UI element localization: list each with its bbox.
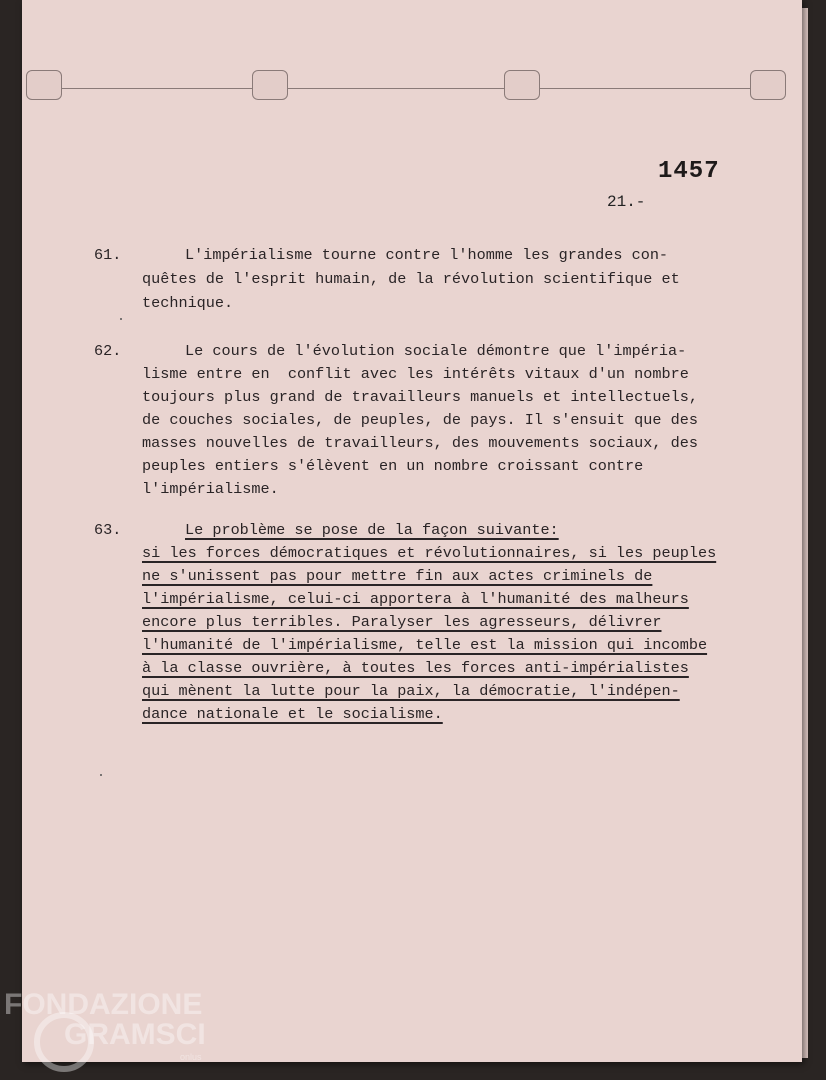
binding-line (62, 88, 772, 89)
text-line: peuples entiers s'élèvent en un nombre croissant contre (142, 457, 644, 475)
document-page (22, 0, 802, 1062)
text-line: encore plus terribles. Paralyser les agresseurs, délivrer (142, 613, 662, 631)
text-line: de couches sociales, de peuples, de pays. Il s'ensuit que des (142, 411, 698, 429)
paragraph-number: 63. (94, 521, 122, 539)
binder-clip-right (504, 70, 540, 100)
text-line: si les forces démocratiques et révolutionnaires, si les peuples (142, 544, 717, 562)
text-line: l'impérialisme, celui-ci apportera à l'humanité des malheurs (142, 590, 689, 608)
section-number: 21.- (607, 193, 646, 211)
text-line: toujours plus grand de travailleurs manuels et intellectuels, (142, 388, 698, 406)
text-line: masses nouvelles de travailleurs, des mouvements sociaux, des (142, 434, 698, 452)
text-line: ne s'unissent pas pour mettre fin aux actes criminels de (142, 567, 653, 585)
watermark-line3: onlus (180, 1052, 202, 1062)
binding-strip (22, 60, 802, 98)
binder-clip-left (26, 70, 62, 100)
watermark-logo (4, 988, 206, 1062)
text-line: dance nationale et le socialisme. (142, 705, 443, 723)
paragraph-number: 61. (94, 246, 122, 264)
text-line: L'impérialisme tourne contre l'homme les grandes con- (185, 246, 669, 264)
paragraph-number: 62. (94, 342, 122, 360)
text-line: technique. (142, 294, 234, 312)
text-line: qui mènent la lutte pour la paix, la démocratie, l'indépen- (142, 682, 680, 700)
binder-clip-far-right (750, 70, 786, 100)
text-line: l'impérialisme. (142, 480, 279, 498)
binder-clip-center (252, 70, 288, 100)
text-line: Le cours de l'évolution sociale démontre que l'impéria- (185, 342, 687, 360)
ink-speck (100, 774, 102, 776)
text-line: l'humanité de l'impérialisme, telle est la mission qui incombe (142, 636, 708, 654)
watermark-line1: FONDAZIONE (4, 988, 203, 1021)
ink-speck (120, 318, 122, 320)
text-line: à la classe ouvrière, à toutes les forces anti-impérialistes (142, 659, 689, 677)
text-line: Le problème se pose de la façon suivante: (185, 521, 559, 539)
watermark-line2: GRAMSCI (64, 1018, 206, 1051)
text-line: lisme entre en conflit avec les intérêts vitaux d'un nombre (142, 365, 689, 383)
text-line: quêtes de l'esprit humain, de la révolution scientifique et (142, 270, 680, 288)
page-number: 1457 (658, 158, 720, 185)
